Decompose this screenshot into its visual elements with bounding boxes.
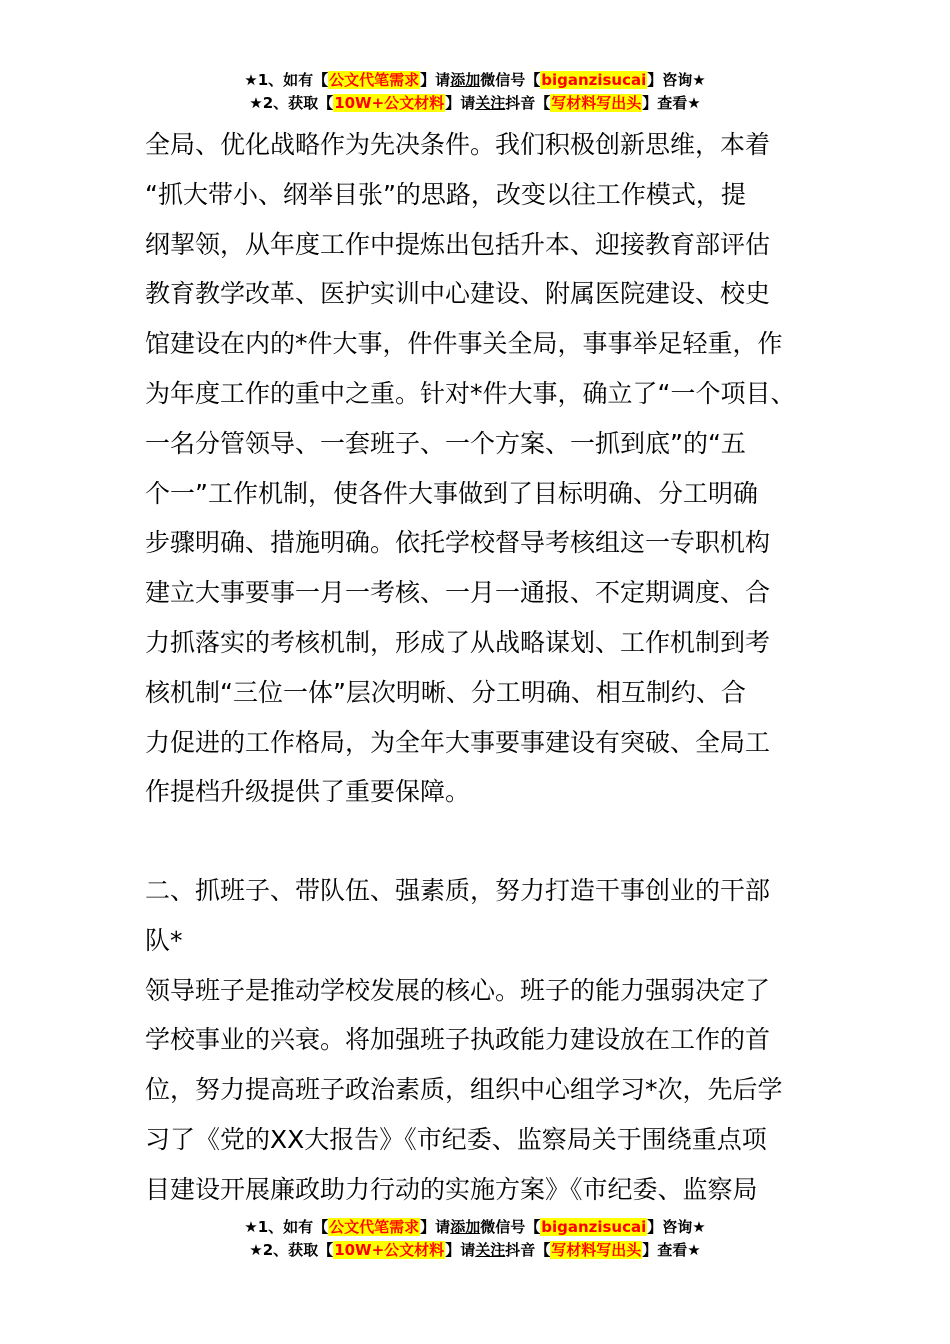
banner-line-1	[0, 69, 950, 92]
banner-text: 微信号【	[480, 1218, 541, 1236]
banner-text: 】查看★	[642, 94, 701, 112]
document-section-2	[145, 866, 825, 1215]
paragraph-line: 力促进的工作格局，为全年大事要事建设有突破、全局工	[145, 727, 771, 757]
banner-underline: 关注	[475, 1241, 506, 1259]
banner-highlight: 公文代笔需求	[329, 1218, 420, 1236]
paragraph-line: 作提档升级提供了重要保障。	[145, 777, 471, 807]
banner-text: 】查看★	[642, 1241, 701, 1259]
banner-text: 】请	[420, 1218, 451, 1236]
banner-text: 抖音【	[505, 1241, 551, 1259]
banner-line-2	[0, 1239, 950, 1262]
paragraph-line: “抓大带小、纲举目张”的思路，改变以往工作模式，提	[145, 179, 746, 209]
header-banner	[0, 69, 950, 115]
paragraph-line: 力抓落实的考核机制，形成了从战略谋划、工作机制到考	[145, 627, 771, 657]
paragraph-line: 习了《党的XX大报告》《市纪委、监察局关于围绕重点项	[145, 1124, 767, 1154]
banner-text: 微信号【	[480, 71, 541, 89]
banner-underline: 添加	[450, 71, 481, 89]
banner-text: ★2、获取【	[249, 94, 334, 112]
banner-text: 】请	[445, 1241, 476, 1259]
paragraph-line: 核机制“三位一体”层次明晰、分工明确、相互制约、合	[145, 677, 746, 707]
paragraph-line: 一名分管领导、一套班子、一个方案、一抓到底”的“五	[145, 428, 746, 458]
banner-highlight: 10W+公文材料	[334, 1241, 445, 1259]
document-body	[145, 120, 825, 817]
banner-text: 】咨询★	[647, 1218, 706, 1236]
paragraph-line: 全局、优化战略作为先决条件。我们积极创新思维，本着	[145, 130, 771, 159]
banner-highlight: biganzisucai	[541, 1218, 647, 1236]
banner-highlight: 写材料写出头	[551, 94, 642, 112]
banner-text: ★2、获取【	[249, 1241, 334, 1259]
footer-banner	[0, 1216, 950, 1262]
banner-text: ★1、如有【	[244, 1218, 329, 1236]
banner-text: 抖音【	[505, 94, 551, 112]
banner-highlight: biganzisucai	[541, 71, 647, 89]
paragraph-line: 教育教学改革、医护实训中心建设、附属医院建设、校史	[145, 279, 771, 309]
banner-text: 】咨询★	[647, 71, 706, 89]
paragraph-line: 建立大事要事一月一考核、一月一通报、不定期调度、合	[145, 578, 771, 608]
paragraph-line: 目建设开展廉政助力行动的实施方案》《市纪委、监察局	[145, 1174, 758, 1204]
section-heading: 二、抓班子、带队伍、强素质，努力打造干事创业的干部	[145, 876, 771, 905]
banner-line-2	[0, 92, 950, 115]
paragraph-line: 步骤明确、措施明确。依托学校督导考核组这一专职机构	[145, 528, 771, 558]
banner-highlight: 10W+公文材料	[334, 94, 445, 112]
banner-text: 】请	[420, 71, 451, 89]
banner-underline: 添加	[450, 1218, 481, 1236]
banner-highlight: 公文代笔需求	[329, 71, 420, 89]
paragraph-line: 为年度工作的重中之重。针对*件大事，确立了“一个项目、	[145, 378, 796, 408]
paragraph-line: 个一”工作机制，使各件大事做到了目标明确、分工明确	[145, 478, 758, 508]
banner-highlight: 写材料写出头	[551, 1241, 642, 1259]
paragraph-line: 位，努力提高班子政治素质，组织中心组学习*次，先后学	[145, 1075, 783, 1105]
banner-text: 】请	[445, 94, 476, 112]
section-heading: 队*	[145, 925, 183, 955]
paragraph-line: 馆建设在内的*件大事，件件事关全局，事事举足轻重，作	[145, 329, 783, 359]
paragraph-line: 纲挈领，从年度工作中提炼出包括升本、迎接教育部评估	[145, 229, 771, 259]
banner-text: ★1、如有【	[244, 71, 329, 89]
banner-underline: 关注	[475, 94, 506, 112]
banner-line-1	[0, 1216, 950, 1239]
paragraph-line: 学校事业的兴衰。将加强班子执政能力建设放在工作的首	[145, 1025, 771, 1055]
paragraph-line: 领导班子是推动学校发展的核心。班子的能力强弱决定了	[145, 975, 771, 1005]
